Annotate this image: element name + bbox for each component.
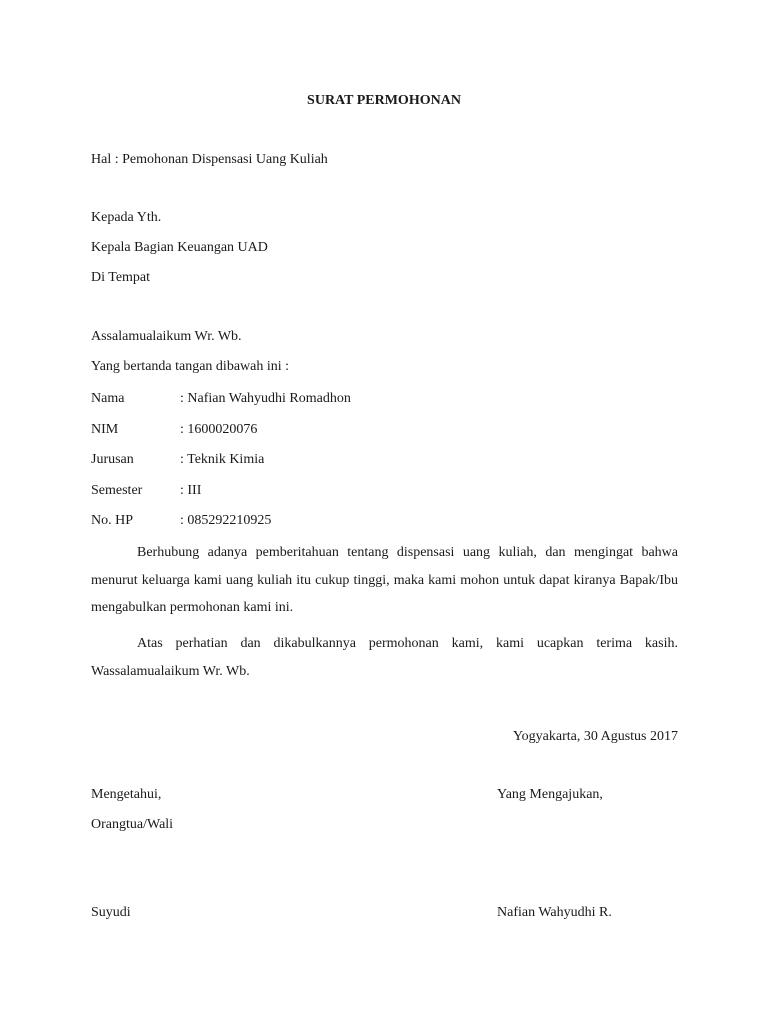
field-value-name: : Nafian Wahyudhi Romadhon [180,391,351,406]
signature-right-heading: Yang Mengajukan, [497,787,603,802]
recipient-line-2: Kepala Bagian Keuangan UAD [91,240,268,255]
recipient-line-1: Kepada Yth. [91,210,162,225]
recipient-line-3: Di Tempat [91,270,151,285]
field-value-nim: : 1600020076 [180,422,258,437]
signature-left-name: Suyudi [91,905,131,920]
place-date: Yogyakarta, 30 Agustus 2017 [512,729,678,744]
field-value-semester: : III [180,483,202,498]
field-label-semester: Semester [91,483,143,498]
greeting: Assalamualaikum Wr. Wb. [91,329,242,344]
intro-line: Yang bertanda tangan dibawah ini : [91,359,290,374]
body-paragraph-1: Berhubung adanya pemberitahuan tentang dispensasi uang kuliah, dan mengingat bahwa menurut keluarga kami uang kuliah itu cukup tinggi, maka kami mohon untuk dapat kiranya Bapak/Ibu mengabulkan permohonan kami ini. [91,545,678,615]
field-label-phone: No. HP [91,513,134,528]
signature-right-name: Nafian Wahyudhi R. [497,905,612,920]
letter-title: SURAT PERMOHONAN [307,93,461,108]
field-label-name: Nama [91,391,125,406]
body-paragraph-2: Atas perhatian dan dikabulkannya permohonan kami, kami ucapkan terima kasih. Wassalamualaikum Wr. Wb. [91,636,678,679]
field-value-major: : Teknik Kimia [180,452,265,467]
subject-line: Hal : Pemohonan Dispensasi Uang Kuliah [91,152,328,167]
field-label-major: Jurusan [91,452,134,467]
field-value-phone: : 085292210925 [180,513,272,528]
signature-left-heading: Mengetahui, [91,787,162,802]
signature-left-role: Orangtua/Wali [91,817,174,832]
field-label-nim: NIM [91,422,119,437]
